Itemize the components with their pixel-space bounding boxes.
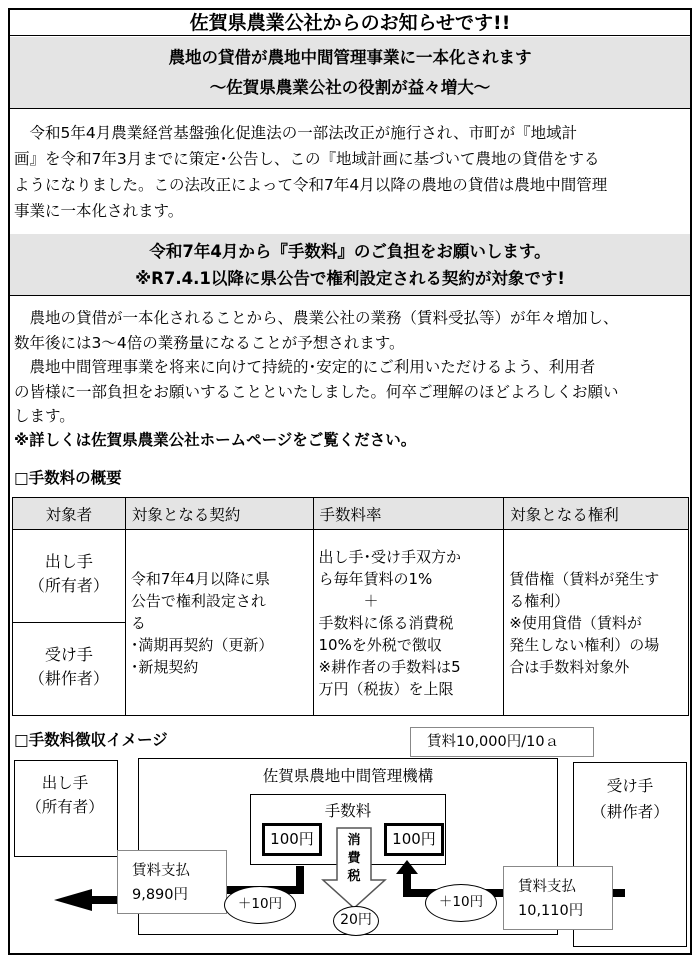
- fee-notice-line-2: ※R7.4.1以降に県公告で権利設定される契約が対象です!: [135, 269, 565, 288]
- fee-label: 手数料: [324, 802, 372, 820]
- page-title: 佐賀県農業公社からのお知らせです!!: [10, 10, 690, 36]
- contract-line: 令和7年4月以降に県: [130, 569, 270, 588]
- contract-line: 公告で権利設定され: [130, 591, 266, 610]
- header-target: 対象者: [13, 498, 126, 530]
- collection-section-title: □手数料徴収イメージ: [14, 731, 168, 749]
- rent-payment-label: 賃料支払: [132, 863, 190, 879]
- contract-line: る: [130, 613, 146, 632]
- fee-plus-giver-badge: ＋10円: [224, 886, 296, 924]
- fee-amount-taker: 100円: [384, 823, 444, 856]
- body-line: 数年後には3～4倍の業務量になることが予想されます。: [14, 333, 405, 352]
- taker-sublabel: （耕作者）: [28, 669, 109, 688]
- body-line: の皆様に一部負担をお願いすることといたしました。何卒ご理解のほどよろしくお願い: [14, 382, 619, 401]
- header-contract: 対象となる契約: [125, 498, 313, 530]
- body-line: します。: [14, 407, 75, 426]
- fee-amount-giver: 100円: [262, 823, 322, 856]
- rights-line: 合は手数料対象外: [509, 657, 630, 676]
- giver-arrowhead: [54, 889, 92, 911]
- rate-line: ＋: [318, 591, 379, 610]
- rate-line: 10%を外税で徴収: [318, 635, 442, 654]
- rate-line: ら毎年賃料の1%: [318, 569, 433, 588]
- rate-line: 出し手･受け手双方か: [318, 547, 462, 566]
- intro-line: 令和5年4月農業経営基盤強化促進法の一部法改正が施行され、市町が『地域計: [14, 124, 578, 142]
- contract-line: ･満期再契約（更新）: [130, 635, 274, 654]
- giver-label: 出し手: [44, 552, 93, 571]
- fee-notice-line-1: 令和7年4月から『手数料』のご負担をお願いします。: [149, 242, 551, 261]
- tax-label: [343, 832, 365, 886]
- intro-line: ようになりました。この法改正によって令和7年4月以降の農地の貸借は農地中間管理: [14, 176, 608, 194]
- overview-section-title: □手数料の概要: [14, 469, 122, 487]
- rent-payment-label: 賃料支払: [518, 879, 576, 895]
- headline-line-2: ～佐賀県農業公社の役割が益々増大～: [209, 78, 491, 97]
- rate-line: 万円（税抜）を上限: [318, 679, 454, 698]
- rights-line: 発生しない権利）の場: [509, 635, 660, 654]
- giver-box-line: 出し手: [41, 774, 89, 792]
- header-rate: 手数料率: [313, 498, 504, 530]
- tax-char: 消: [347, 833, 361, 848]
- contract-line: ･新規契約: [130, 657, 199, 676]
- rent-label: 賃料10,000円/10ａ: [427, 734, 560, 750]
- taker-box-line: （耕作者）: [591, 803, 669, 821]
- organization-label: 佐賀県農地中間管理機構: [262, 767, 434, 785]
- rent-payment-taker: [503, 866, 613, 930]
- giver-sublabel: （所有者）: [28, 576, 109, 595]
- body-line: 農地中間管理事業を将来に向けて持続的･安定的にご利用いただけるよう、利用者: [14, 358, 596, 377]
- taker-arrowhead: [396, 860, 418, 874]
- rate-line: 手数料に係る消費税: [318, 613, 454, 632]
- header-rights: 対象となる権利: [504, 498, 689, 530]
- rate-line: ※耕作者の手数料は5: [318, 657, 461, 676]
- tax-amount-badge: 20円: [333, 906, 379, 936]
- rent-payment-amount: 9,890円: [132, 887, 189, 903]
- intro-line: 画』を令和7年3月までに策定･公告し、この『地域計画に基づいて農地の貸借をする: [14, 150, 600, 168]
- rights-line: ※使用貸借（賃料が: [509, 613, 642, 632]
- intro-line: 事業に一本化されます。: [14, 202, 184, 220]
- taker-box-line: 受け手: [606, 777, 654, 795]
- tax-char: 費: [347, 851, 361, 866]
- headline-line-1: 農地の貸借が農地中間管理事業に一本化されます: [168, 48, 532, 67]
- rights-line: る権利）: [509, 591, 570, 610]
- rights-line: 賃借権（賃料が発生す: [509, 569, 660, 588]
- taker-label: 受け手: [44, 645, 93, 664]
- giver-box-line: （所有者）: [26, 798, 104, 816]
- rent-payment-amount: 10,110円: [518, 903, 584, 919]
- body-line: 農地の貸借が一本化されることから、農業公社の業務（賃料受払等）が年々増加し、: [14, 309, 619, 327]
- fee-plus-taker-badge: ＋10円: [425, 884, 497, 922]
- rent-payment-giver: [117, 850, 227, 914]
- homepage-note: ※詳しくは佐賀県農業公社ホームページをご覧ください。: [14, 431, 417, 449]
- tax-char: 税: [347, 869, 361, 884]
